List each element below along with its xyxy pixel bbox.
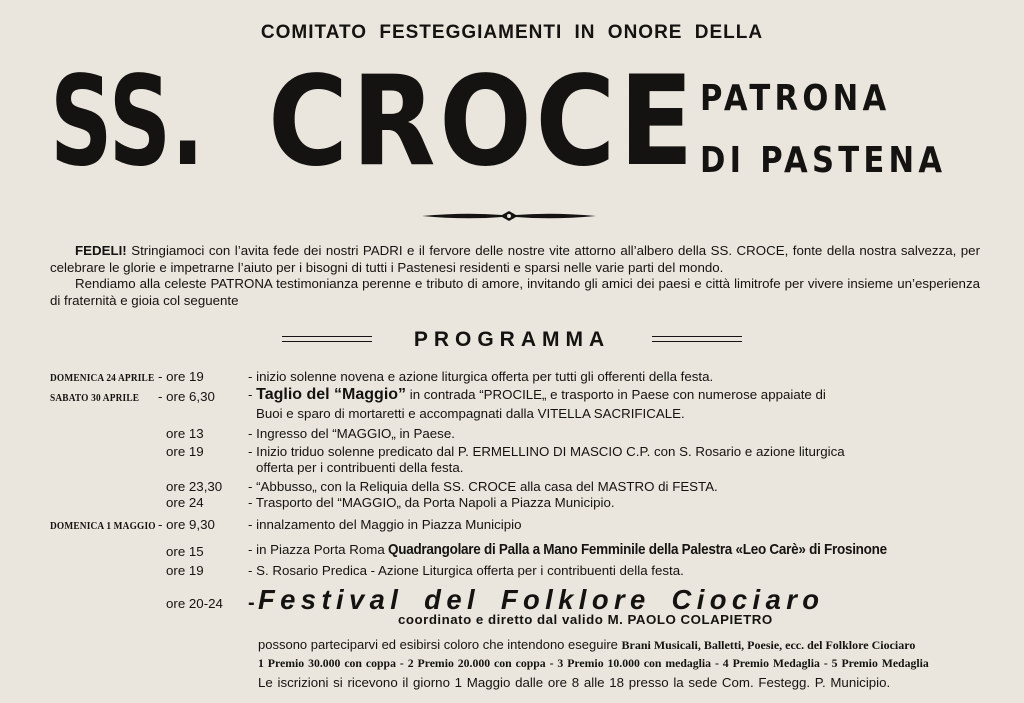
event-30-april-2330: - “Abbusso„ con la Reliquia della SS. CROCE alla casa del MASTRO di FESTA. bbox=[248, 479, 718, 494]
taglio-del-maggio: Taglio del “Maggio” bbox=[256, 386, 407, 403]
title-croce: CROCE bbox=[268, 50, 698, 194]
intro-paragraph-1 bbox=[50, 243, 980, 276]
prizes-line: 1 Premio 30.000 con coppa - 2 Premio 20.000 con coppa - 3 Premio 10.000 con medaglia - 4 Premio Medaglia - 5 Premio Medaglia bbox=[258, 656, 929, 670]
time-1-may-19: ore 19 bbox=[166, 563, 204, 578]
time-1-may-15: ore 15 bbox=[166, 544, 204, 559]
time-30-april-13: ore 13 bbox=[166, 426, 204, 441]
festival-title: Festival del Folklore Ciociaro bbox=[258, 584, 825, 615]
day-label-1-may: DOMENICA 1 MAGGIO bbox=[50, 520, 156, 532]
event-30-april-19: - Inizio triduo solenne predicato dal P. ERMELLINO DI MASCIO C.P. con S. Rosario e azione liturgica bbox=[248, 444, 845, 459]
time-30-april-2330: ore 23,30 bbox=[166, 479, 223, 494]
event-30-april-19-cont: offerta per i contribuenti della festa. bbox=[256, 460, 464, 475]
festival-coordinator: coordinato e diretto dal valido M. PAOLO COLAPIETRO bbox=[398, 612, 773, 627]
quadrangolare-title: Quadrangolare di Palla a Mano Femminile della Palestra «Leo Carè» di Frosinone bbox=[388, 541, 888, 558]
patrona-line-2: DI PASTENA bbox=[700, 140, 947, 181]
intro-text bbox=[50, 243, 980, 309]
participation-categories: Brani Musicali, Balletti, Poesie, ecc. del Folklore Ciociaro bbox=[621, 638, 916, 652]
intro-paragraph-1-text: Stringiamoci con l’avita fede dei nostri PADRI e il fervore delle nostre vite attorno all’albero della SS. CROCE, fonte della nostra salvezza, per celebrare le glorie e impetrarne l’aiuto per i bisogni di tutti i Pastenesi residenti e sparsi nelle varie parti del mondo. bbox=[50, 243, 980, 275]
registration-line: Le iscrizioni si ricevono il giorno 1 Maggio dalle ore 8 alle 18 presso la sede Com. Festegg. P. Municipio. bbox=[258, 675, 891, 690]
day-label-30-april: SABATO 30 APRILE bbox=[50, 392, 140, 404]
time-24-april-19: - ore 19 bbox=[158, 369, 204, 384]
event-1-may-15 bbox=[248, 541, 943, 558]
time-1-may-930: - ore 9,30 bbox=[158, 517, 215, 532]
festival-dash: - bbox=[248, 592, 255, 614]
event-30-april-630-cont: Buoi e sparo di mortaretti e accompagnati dalla VITELLA SACRIFICALE. bbox=[256, 406, 685, 421]
participation-note bbox=[258, 637, 915, 653]
committee-heading: COMITATO FESTEGGIAMENTI IN ONORE DELLA bbox=[260, 22, 764, 43]
intro-paragraph-2: Rendiamo alla celeste PATRONA testimonianza perenne e tributo di amore, invitando gli amici dei paesi e città limitrofe per vivere insieme un’esperienza di fraternità e gioia col seguente bbox=[50, 276, 980, 308]
event-1-may-19: - S. Rosario Predica - Azione Liturgica offerta per i contribuenti della festa. bbox=[248, 563, 684, 578]
day-label-24-april: DOMENICA 24 APRILE bbox=[50, 372, 155, 384]
time-1-may-20-24: ore 20-24 bbox=[166, 596, 223, 611]
event-30-april-13: - Ingresso del “MAGGIO„ in Paese. bbox=[248, 426, 455, 441]
ornament-divider bbox=[420, 209, 598, 223]
programme-title: PROGRAMMA bbox=[413, 328, 611, 351]
event-24-april-19: - inizio solenne novena e azione liturgica offerta per tutti gli offerenti della festa. bbox=[248, 369, 714, 384]
time-30-april-630: - ore 6,30 bbox=[158, 389, 215, 404]
title-ss: SS. bbox=[50, 50, 205, 194]
event-1-may-930: - innalzamento del Maggio in Piazza Municipio bbox=[248, 517, 522, 532]
event-1-may-15-place: - in Piazza Porta Roma bbox=[248, 542, 389, 557]
participation-text: possono parteciparvi ed esibirsi coloro che intendono eseguire bbox=[258, 637, 622, 652]
time-30-april-19: ore 19 bbox=[166, 444, 204, 459]
intro-exclamation: FEDELI! bbox=[75, 243, 127, 258]
event-30-april-630: - Taglio del “Maggio” in contrada “PROCILE„ e trasporto in Paese con numerose appaiate di bbox=[248, 386, 826, 403]
patrona-line-1: PATRONA bbox=[700, 78, 891, 119]
event-30-april-630-text: in contrada “PROCILE„ e trasporto in Paese con numerose appaiate di bbox=[406, 387, 826, 402]
event-30-april-24: - Trasporto del “MAGGIO„ da Porta Napoli a Piazza Municipio. bbox=[248, 495, 615, 510]
time-30-april-24: ore 24 bbox=[166, 495, 204, 510]
